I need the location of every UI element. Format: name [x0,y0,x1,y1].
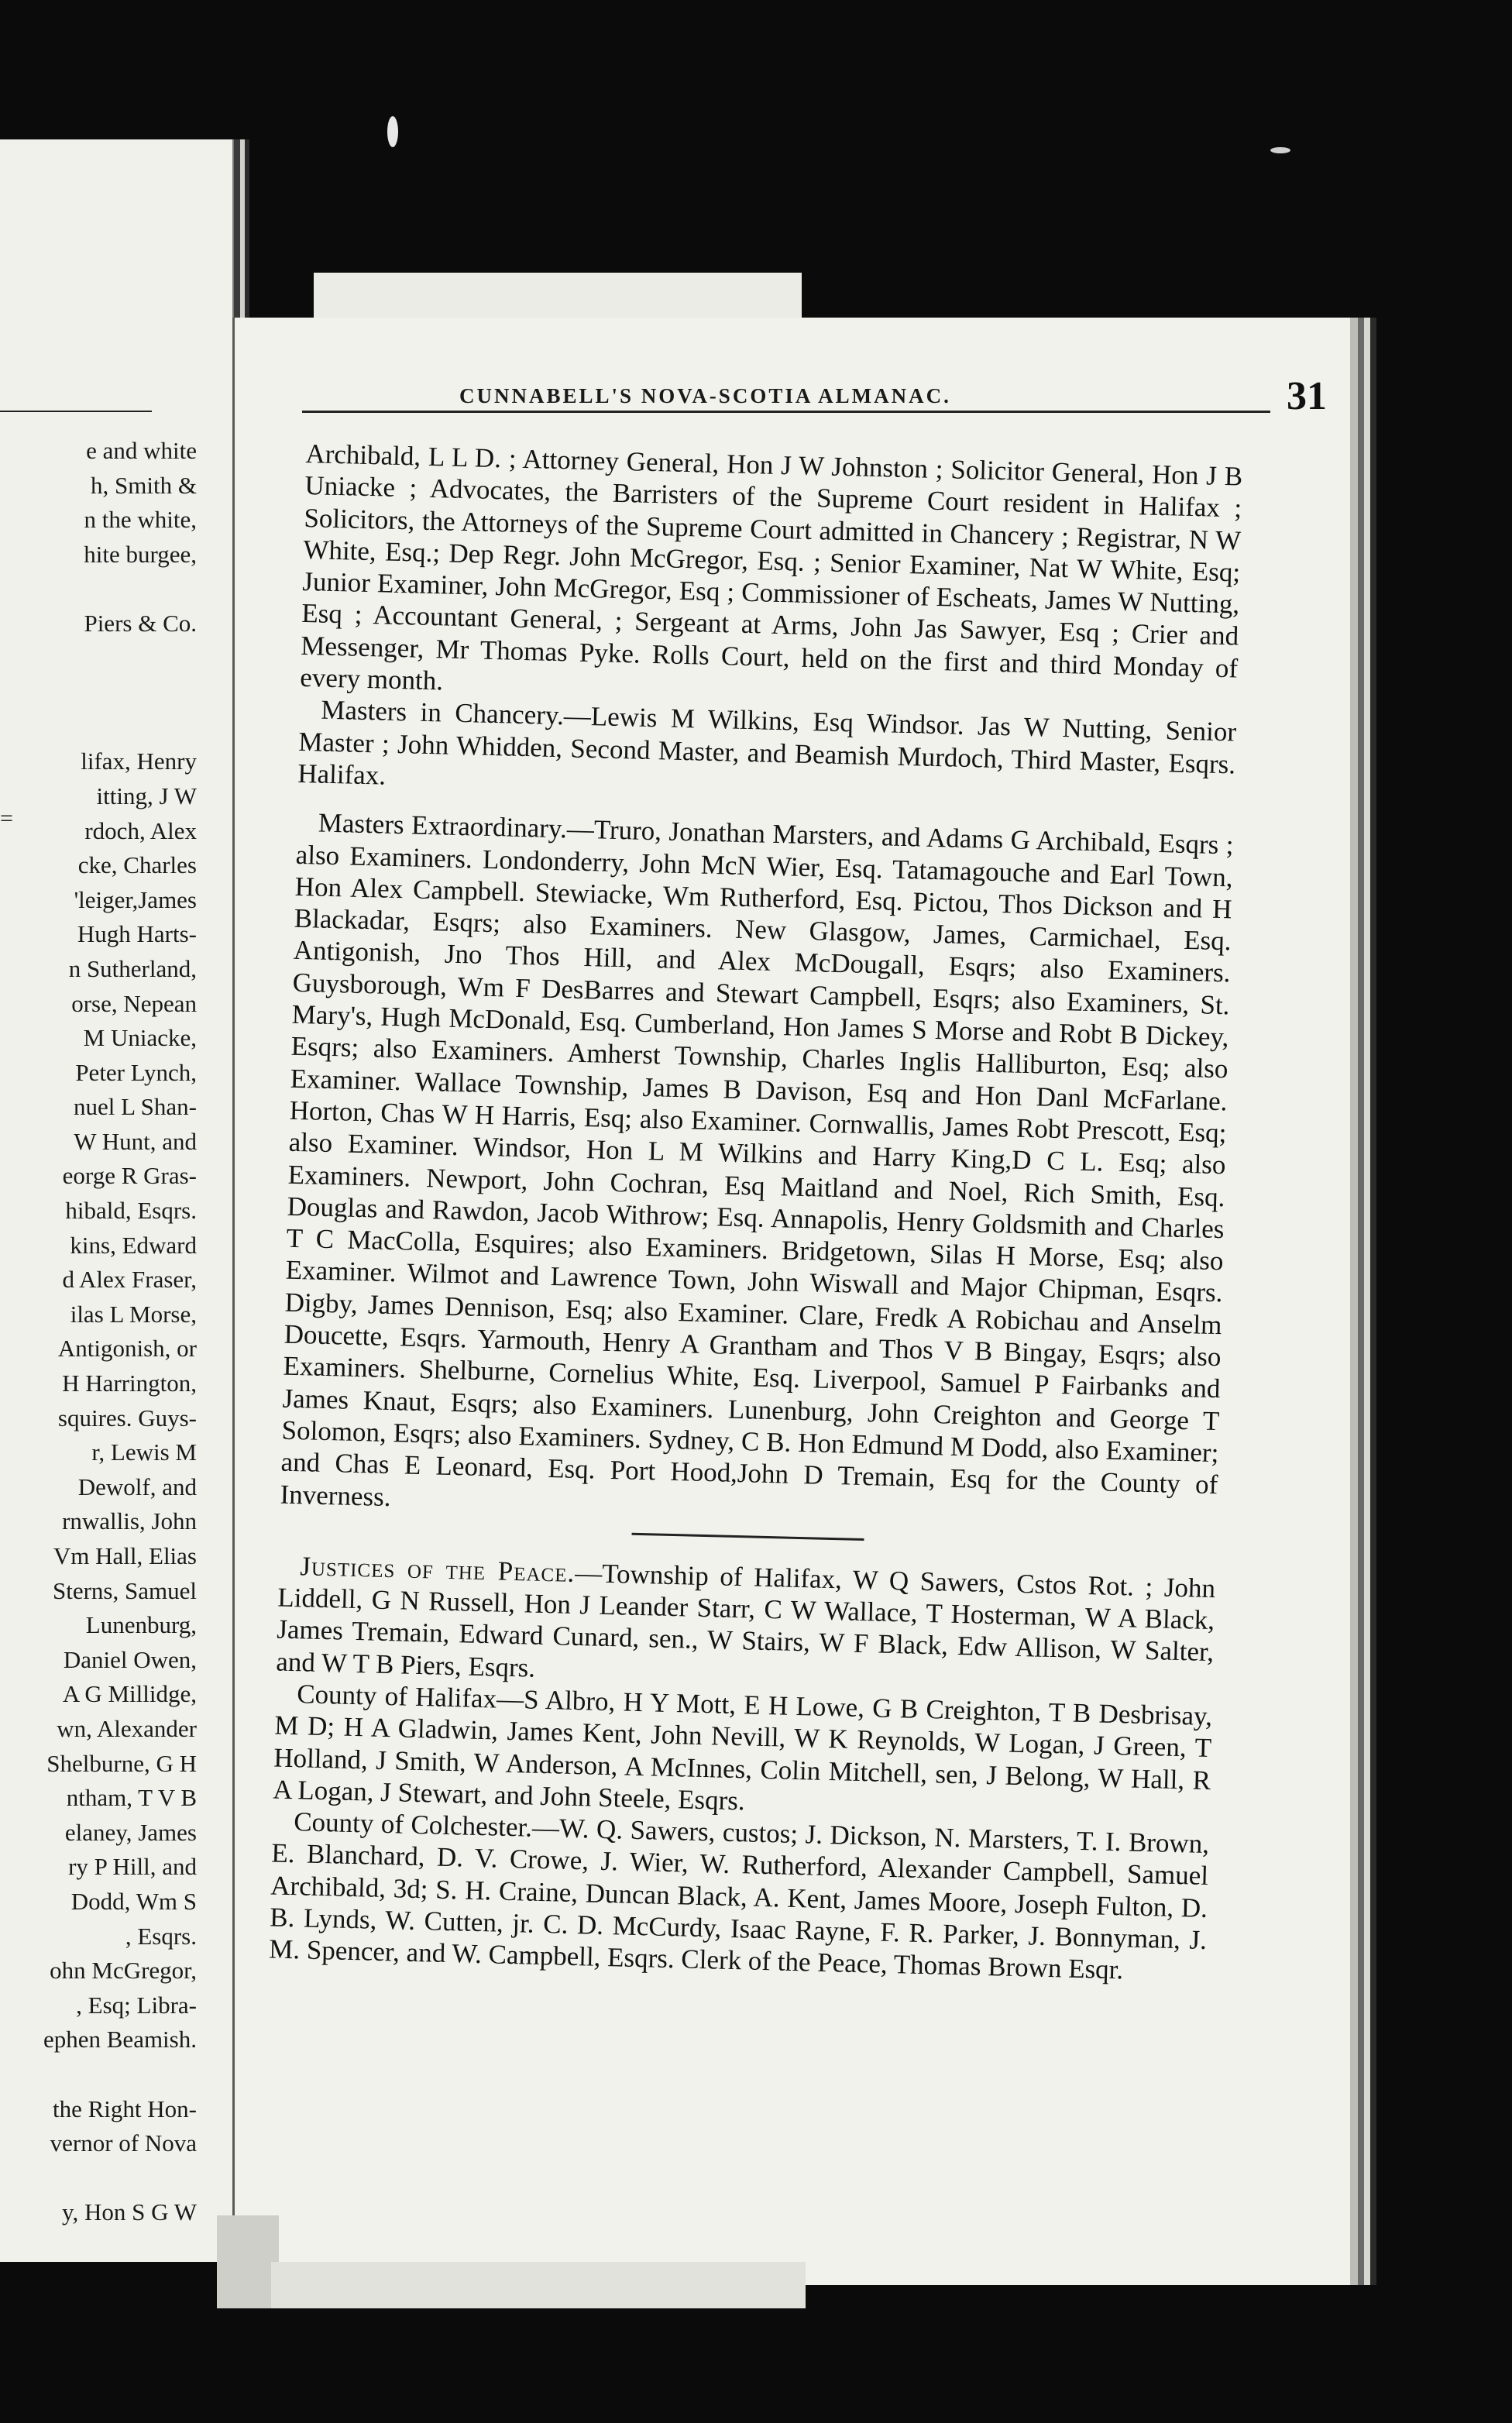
left-page-line: vernor of Nova [50,2129,197,2157]
left-page-line: Hugh Harts- [77,920,197,948]
page-edge-strip-left [217,2215,279,2308]
page-edge-strip-bottom [271,2262,806,2308]
page-body [269,438,1243,1988]
left-page-line: orse, Nepean [71,989,197,1017]
left-page-text [43,434,197,2230]
left-page-line: cke, Charles [77,851,197,879]
left-page-mark: = [0,806,13,831]
left-page-line [43,572,197,607]
left-page-line: rdoch, Alex [84,816,197,844]
left-page-line: Vm Hall, Elias [53,1542,197,1569]
left-page-line: e and white [86,437,197,464]
left-page-line [43,710,197,745]
previous-page [0,139,234,2262]
left-page-line: ephen Beamish. [43,2026,197,2054]
paragraph-court-officers: Archibald, L L D. ; Attorney General, Hon J W Johnston ; Solicitor General, Hon J B Uniacke ; Advocates, the Barristers of the Supreme Court resident in Halifax ; Solicitors, the Attorneys of the Supreme Court admitted in Chancery ; Registrar, N W White, Esq.; Dep Regr. John McGregor, Esq. ; Senior Examiner, Nat W White, Esq; Junior Examiner, John McGregor, Esq ; Commissioner of Escheats, James W Nutting, Esq ; Accountant General, ; Sergeant at Arms, John Jas Sawyer, Esq ; Crier and Messenger, Mr Thomas Pyke. Rolls Court, held on the first and third Monday of every month. [299,438,1243,696]
left-page-line: rnwallis, John [62,1507,197,1535]
left-page-line: ilas L Morse, [70,1300,197,1328]
left-page-line: n the white, [84,506,197,534]
left-page-line: d Alex Fraser, [62,1266,197,1294]
left-page-line: the Right Hon- [53,2095,197,2122]
dust-speck [1270,147,1290,153]
left-page-line: M Uniacke, [83,1024,197,1052]
paragraph-county-of-colchester: County of Colchester.—W. Q. Sawers, custos; J. Dickson, N. Marsters, T. I. Brown, E. Blanchard, D. V. Crowe, J. Wier, W. Rutherford, Alexander Campbell, Samuel Archibald, 3d; S. H. Craine, Duncan Black, A. Kent, James Moore, Joseph Fulton, D. B. Lynds, W. Cutten, jr. C. D. McCurdy, Isaac Rayne, F. R. Parker, J. Bonnyman, J. M. Spencer, and W. Campbell, Esqrs. Clerk of the Peace, Thomas Brown Esqr. [268,1806,1210,1985]
left-page-line: wn, Alexander [57,1714,197,1742]
dust-speck [387,116,398,147]
left-page-line: Daniel Owen, [63,1645,197,1673]
left-page-line: Piers & Co. [84,609,197,637]
left-page-line: Dodd, Wm S [70,1887,197,1915]
left-page-line: Sterns, Samuel [53,1576,197,1604]
left-page-line: kins, Edward [70,1231,197,1259]
left-page-line: hibald, Esqrs. [65,1197,197,1225]
left-page-line: ohn McGregor, [50,1957,197,1985]
left-page-line: W Hunt, and [74,1127,197,1155]
left-page-line: nuel L Shan- [74,1093,197,1121]
left-page-line: ntham, T V B [66,1784,197,1812]
running-head: CUNNABELL'S NOVA-SCOTIA ALMANAC. [459,384,951,407]
section-heading-justices: Justices of the Peace. [299,1551,576,1588]
left-page-line: itting, J W [96,782,197,809]
left-page-line: r, Lewis M [91,1438,197,1466]
left-page-line: y, Hon S G W [62,2198,197,2226]
left-page-line [43,2161,197,2196]
section-divider [632,1532,864,1540]
justices-halifax-township-text: —Township of Halifax, W Q Sawers, Cstos Rot. ; John Liddell, G N Russell, Hon J Leander Starr, C W Wallace, T Hosterman, W A Black, James Tremain, Edward Cunard, sen., W Stairs, W F Black, Edw Allison, W Salter, and W T B Piers, Esqrs. [275,1557,1216,1683]
left-page-line: ry P Hill, and [68,1853,197,1881]
left-page-line: Lunenburg, [85,1611,197,1639]
left-page-line: squires. Guys- [57,1404,197,1431]
left-page-line: H Harrington, [62,1370,197,1397]
paragraph-justices-halifax-township [276,1549,1216,1700]
left-page-line: 'leiger,James [74,885,197,913]
left-page-line: eorge R Gras- [62,1162,197,1190]
left-page-line: Dewolf, and [77,1473,197,1500]
left-page-line: , Esq; Libra- [76,1991,197,2019]
page-number: 31 [1287,374,1327,418]
paragraph-county-of-halifax: County of Halifax—S Albro, H Y Mott, E H Lowe, G B Creighton, T B Desbrisay, M D; H A Gladwin, James Kent, John Nevill, W K Reynolds, W Logan, J Green, T Holland, J Smith, W Anderson, A McInnes, Colin Mitchell, sen, J Belong, W Hall, R A Logan, J Stewart, and John Steele, Esqrs. [272,1679,1213,1816]
left-page-line: lifax, Henry [81,748,197,775]
left-page-line: hite burgee, [84,540,197,568]
left-page-line: Antigonish, or [57,1335,197,1363]
page-header [459,374,1327,424]
left-page-line [43,641,197,676]
left-page-line: h, Smith & [91,471,197,499]
left-page-line: n Sutherland, [68,954,197,982]
left-page-line: Shelburne, G H [46,1749,197,1777]
paragraph-masters-in-chancery: Masters in Chancery.—Lewis M Wilkins, Esq Windsor. Jas W Nutting, Senior Master ; John Whidden, Second Master, and Beamish Murdoch, Third Master, Esqrs. Halifax. [297,694,1237,791]
left-page-line: , Esqrs. [125,1922,197,1950]
header-rule [302,411,1270,413]
left-page-line: elaney, James [64,1818,197,1846]
paragraph-masters-extraordinary: Masters Extraordinary.—Truro, Jonathan Marsters, and Adams G Archibald, Esqrs ; also Examiners. Londonderry, John McN Wier, Esq. Tatamagouche and Earl Town, Hon Alex Campbell. Stewiacke, Wm Rutherford, Esq. Pictou, Thos Dickson and H Blackadar, Esqrs; also Examiners. New Glasgow, James, Carmichael, Esq. Antigonish, Jno Thos Hill, and Alex McDougall, Esqrs; also Examiners. Guysborough, Wm F DesBarres and Stewart Campbell, Esqrs; also Examiners, St. Mary's, Hugh McDonald, Esq. Cumberland, Hon James S Morse and Robt B Dickey, Esqrs; also Examiners. Amherst Township, Charles Inglis Halliburton, Esq; also Examiner. Wallace Township, James B Davison, Esq and Hon Danl McFarlane. Horton, Chas W H Harris, Esq; also Examiner. Cornwallis, James Robt Prescott, Esq; also Examiner. Windsor, Hon L M Wilkins and Harry King,D C L. Esq; also Examiners. Newport, John Cochran, Esq Maitland and Noel, Rich Smith, Esq. Douglas and Rawdon, Jacob Withrow; Esq. Annapolis, Henry Goldsmith and Charles T C MacColla, Esquires; also Examiners. Bridgetown, Silas H Morse, Esq; also Examiner. Wilmot and Lawrence Town, John Wiswall and Major Chipman, Esqrs. Digby, James Dennison, Esq; also Examiner. Clare, Fredk A Robichau and Anselm Doucette, Esqrs. Yarmouth, Henry A Grantham and Thos V B Bingay, Esqrs; also Examiners. Shelburne, Cornelius White, Esq. Liverpool, Samuel P Fairbanks and James Knaut, Esqrs; also Examiners. Lunenburg, John Creighton and George T Solomon, Esqrs; also Examiners. Sydney, C B. Hon Edmund M Dodd, also Examiner; and Chas E Leonard, Esq. Port Hood,John D Tremain, Esq for the County of Inverness. [280,807,1234,1512]
left-page-line: A G Millidge, [62,1680,197,1708]
left-page-line [43,2057,197,2092]
left-page-line [43,675,197,710]
left-page-line: Peter Lynch, [75,1058,197,1086]
left-page-rule [0,411,152,412]
